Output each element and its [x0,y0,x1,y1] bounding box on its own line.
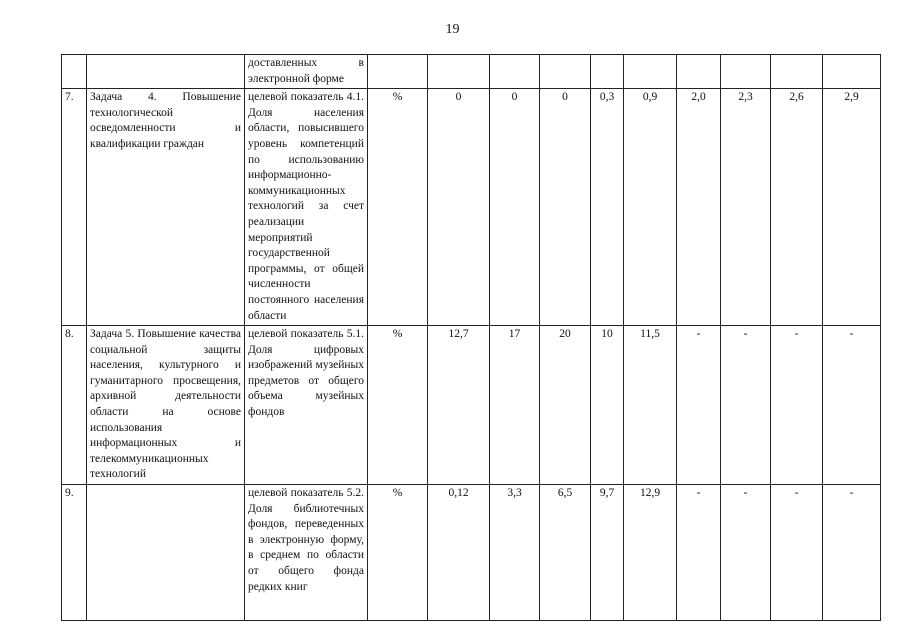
indicator-cell: целевой показатель 5.2. Доля библиотечных фондов, переведенных в электронную форму, в среднем по области от общего фонда редких книг [245,485,368,621]
value-cell: 20 [540,326,591,485]
table-row [62,485,881,621]
indicator-cell: целевой показатель 5.1. Доля цифровых изображений музейных предметов от общего объема музейных фондов [245,326,368,485]
task-cell: Задача 5. Повышение качества социальной защиты населения, культурного и гуманитарного просвещения, архивной деятельности области на основе использования информационных и телекоммуникационных технологий [87,326,245,485]
row-number: 9. [62,485,87,621]
table-row [62,89,881,326]
value-cell: - [721,326,771,485]
row-number: 8. [62,326,87,485]
value-cell: - [771,485,823,621]
value-cell: 17 [490,326,540,485]
value-cell: 0,9 [624,89,677,326]
value-cell: - [677,485,721,621]
indicators-table [61,54,881,621]
value-cell [677,55,721,89]
value-cell [721,55,771,89]
value-cell: - [823,485,881,621]
task-cell [87,55,245,89]
table-row-continuation [62,55,881,89]
value-cell: - [721,485,771,621]
value-cell: 2,3 [721,89,771,326]
value-cell: 12,7 [428,326,490,485]
value-cell [591,55,624,89]
value-cell [428,55,490,89]
row-number: 7. [62,89,87,326]
value-cell: 9,7 [591,485,624,621]
value-cell: - [677,326,721,485]
value-cell: 0 [428,89,490,326]
task-cell [87,485,245,621]
row-number [62,55,87,89]
value-cell: 2,9 [823,89,881,326]
value-cell: 2,0 [677,89,721,326]
value-cell [624,55,677,89]
value-cell: - [823,326,881,485]
page-number: 19 [445,22,460,37]
value-cell [490,55,540,89]
value-cell: - [771,326,823,485]
value-cell: 0,12 [428,485,490,621]
table-row [62,326,881,485]
value-cell [771,55,823,89]
value-cell: 11,5 [624,326,677,485]
unit-cell: % [368,89,428,326]
value-cell: 12,9 [624,485,677,621]
value-cell: 6,5 [540,485,591,621]
value-cell: 0,3 [591,89,624,326]
value-cell: 0 [490,89,540,326]
value-cell: 3,3 [490,485,540,621]
value-cell: 2,6 [771,89,823,326]
indicator-cell: целевой показатель 4.1. Доля населения области, повысившего уровень компетенций по использованию информационно-коммуникационных технологий за счет реализации мероприятий государственной программы, от общей численности постоянного населения области [245,89,368,326]
value-cell: 0 [540,89,591,326]
value-cell: 10 [591,326,624,485]
value-cell [823,55,881,89]
indicator-cell: доставленных в электронной форме [245,55,368,89]
unit-cell [368,55,428,89]
value-cell [540,55,591,89]
task-cell: Задача 4. Повышение технологической осведомленности и квалификации граждан [87,89,245,326]
unit-cell: % [368,326,428,485]
unit-cell: % [368,485,428,621]
